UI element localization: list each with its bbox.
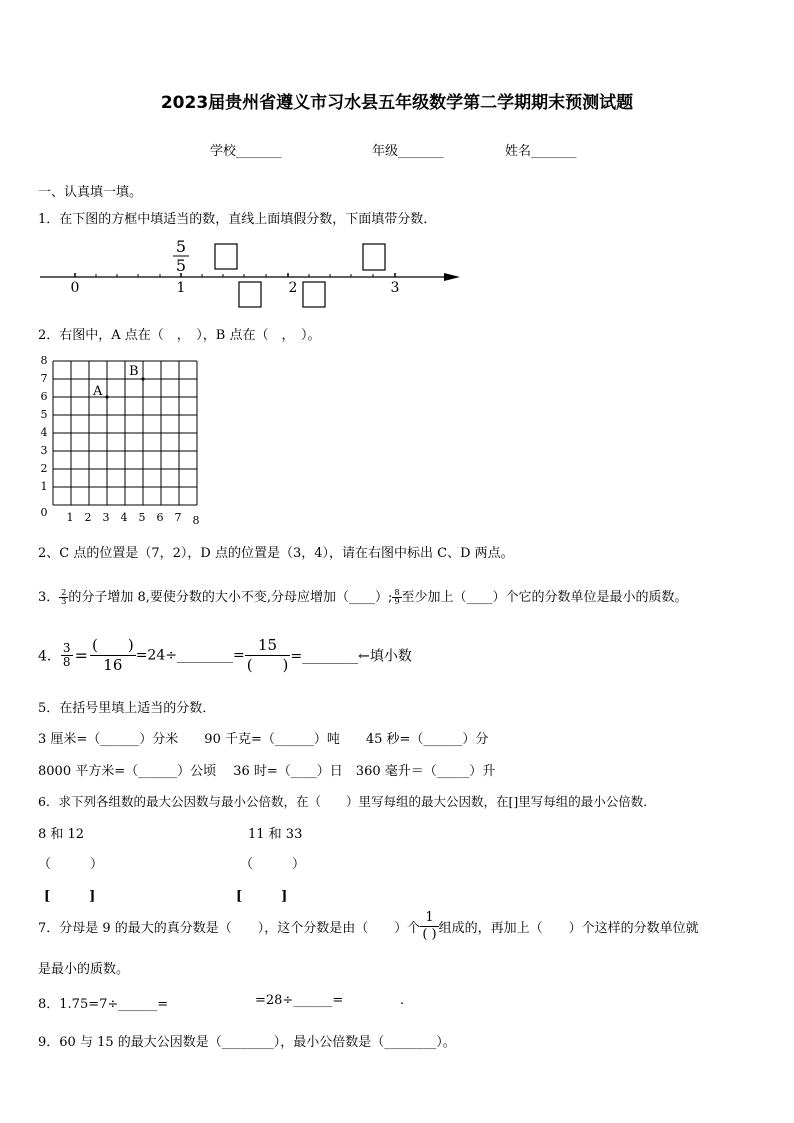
x-axis-labels [67,511,200,527]
grid-lines [53,361,197,505]
q3-frac2-num: 8 [394,588,400,597]
q4-suffix: =________←填小数 [290,648,412,665]
q3-frac1-den: 3 [61,597,67,606]
y-axis-labels [41,354,48,519]
q3-fraction-1 [59,589,68,606]
tick-label-0: 0 [70,280,80,296]
y-label: 5 [40,408,48,421]
y-label: 8 [40,354,48,367]
q3-frac1-num: 2 [61,588,67,597]
x-label: 2 [84,511,92,524]
y-label: 0 [40,506,48,519]
q3-prefix: 3． [38,590,60,605]
page-title: 2023届贵州省遵义市习水县五年级数学第二学期期末预测试题 [160,93,634,113]
school-field[interactable]: 学校_______ [210,144,282,159]
x-label: 8 [192,514,200,527]
q7-part-2: 组成的，再加上（ ）个这样的分数单位就 [438,921,699,936]
q3-mid: 的分子增加 8,要使分数的大小不变,分母应增加（____）; [68,590,393,605]
grade-field[interactable]: 年级_______ [372,144,444,159]
question-6-text: 6．求下列各组数的最大公因数与最小公倍数，在（ ）里写每组的最大公因数，在[]里写每组的最小公倍数． [38,794,656,809]
q4-frac-num: 3 [62,641,71,655]
axis-arrow [444,273,460,281]
q3-frac2-den: 9 [394,597,400,606]
q8-part-c: . [400,993,405,1008]
q3-suffix: 至少加上（____）个它的分数单位是最小的质数。 [401,590,688,605]
number-line [30,232,470,312]
tick-label-3: 3 [390,280,400,296]
q4-paren-den[interactable]: ( ) [246,656,289,674]
question-3 [38,586,688,606]
x-label: 6 [156,511,164,524]
q4-fraction-blank[interactable] [90,636,136,675]
x-label: 1 [66,511,74,524]
q7-frac-den: ( ) [422,927,437,942]
answer-box-lower-2[interactable] [303,282,325,307]
fraction-denominator: 5 [175,256,187,275]
section-heading: 一、认真填一填。 [38,185,143,200]
q4-equals: = [74,646,88,665]
question-5-row-2[interactable]: 8000 平方米=（______）公顷 36 时=（____）日 360 毫升＝（_____）升 [38,764,496,779]
answer-box-lower-1[interactable] [239,282,261,307]
q4-mid: =24÷________= [135,647,245,664]
y-label: 1 [40,480,48,493]
question-4 [38,636,412,675]
question-1-text: 1．在下图的方框中填适当的数，直线上面填假分数，下面填带分数． [38,212,437,227]
point-b-label: B [129,364,139,379]
q8-part-b[interactable]: =28÷______= [255,993,344,1008]
x-label: 7 [174,511,182,524]
q7-fraction [420,910,438,943]
y-label: 6 [40,390,48,403]
coordinate-grid [34,353,214,528]
q4-frac-den: 8 [62,655,71,669]
tick-label-1: 1 [176,280,186,296]
question-9[interactable]: 9．60 与 15 的最大公因数是（________），最小公倍数是（________）。 [38,1035,456,1050]
question-2-text: 2．右图中，A 点在（ ， ），B 点在（ ， ）。 [38,328,321,343]
q3-fraction-2 [392,589,401,606]
q6-lcm-blank-1[interactable]: [ ] [44,889,96,904]
q7-frac-num: 1 [420,910,438,927]
y-label: 7 [40,372,48,385]
answer-box-upper-2[interactable] [363,244,385,270]
q4-prefix: 4． [38,648,61,665]
x-label: 3 [102,511,110,524]
point-a-dot [105,395,108,398]
answer-box-upper-1[interactable] [215,244,237,269]
point-a-label: A [93,384,103,399]
question-5-text: 5．在括号里填上适当的分数． [38,701,216,716]
q7-part-1: 7．分母是 9 的最大的真分数是（ ），这个分数是由（ ）个 [38,921,421,936]
q4-fraction-15[interactable] [245,636,291,675]
q6-pair-1: 8 和 12 [38,827,85,842]
x-label: 4 [120,511,128,524]
question-5-row-1[interactable]: 3 厘米=（______）分米 90 千克=（______）吨 45 秒=（______）分 [38,732,489,747]
q6-pair-2: 11 和 33 [248,827,303,842]
y-label: 2 [40,462,48,475]
question-7 [38,910,699,943]
q4-paren-num[interactable]: ( ) [91,636,134,654]
y-label: 4 [40,426,48,439]
q4-num-15: 15 [245,636,291,656]
y-label: 3 [40,444,48,457]
q4-fraction [61,642,73,669]
q6-gcd-blank-2[interactable]: （ ） [240,857,306,872]
q6-lcm-blank-2[interactable]: [ ] [236,889,288,904]
question-7-line-2: 是最小的质数。 [38,962,130,977]
point-b-dot [141,377,144,380]
x-label: 5 [138,511,146,524]
q6-gcd-blank-1[interactable]: （ ） [38,857,104,872]
name-field[interactable]: 姓名_______ [505,144,577,159]
q8-part-a[interactable]: 8．1.75=7÷______= [38,997,169,1012]
fraction-numerator: 5 [175,237,187,256]
tick-label-2: 2 [288,280,298,296]
q4-den-16: 16 [103,656,123,674]
question-2b-text: 2、C 点的位置是（7，2），D 点的位置是（3，4），请在右图中标出 C、D 两点。 [38,546,514,561]
